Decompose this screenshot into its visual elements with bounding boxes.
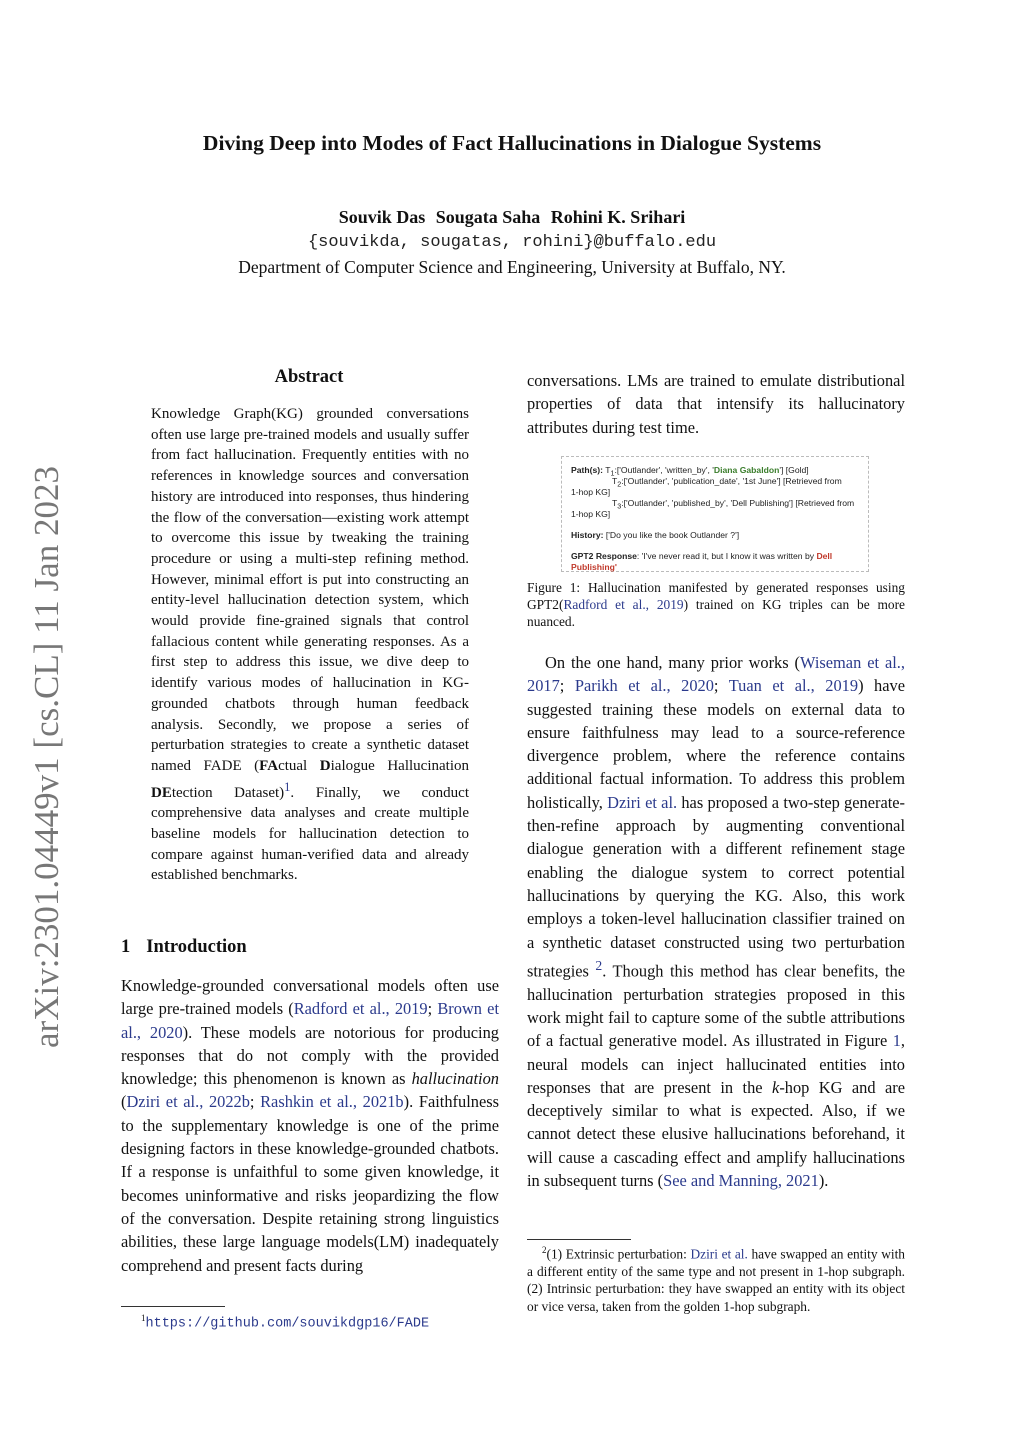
- abstract-text: Knowledge Graph(KG) grounded conversations often use large pre-trained models and usually suffer from fact hallucination. Frequently entities with no references in knowledge sources and conversation history are introduced into responses, thus hindering the flow of the conversation—existing work attempt to overcome this issue by tweaking the training procedure or using a multi-step refining method. However, minimal effort is put into constructing an entity-level hallucination detection system, which would provide fine-grained signals that control fallacious content while generating responses. As a first step to address this issue, we dive deep to identify various modes of hallucination in KG-grounded chatbots through human feedback analysis. Secondly, we propose a series of perturbation strategies to create a synthetic dataset named FADE (FActual Dialogue Hallucination DEtection Dataset)$^1$. Finally, we conduct comprehensive data analyses and create multiple baseline models for hallucination detection to compare against human-verified data and already established benchmarks.: [151, 406, 469, 884]
- paper-title: Diving Deep into Modes of Fact Hallucinations in Dialogue Systems: [202, 131, 822, 155]
- figure-path-line: $T_3:['Outlander'$, 'published_by', 'Dell Publishing'] [Retrieved from: [612, 498, 855, 511]
- footnote-2: $^2$(1) Extrinsic perturbation: Dziri et al. have swapped an entity with a different entity of the same type and not present in 1-hop subgraph. (2) Intrinsic perturbation: they have swapped an entity with its object or vice versa, taken from the golden 1-hop subgraph.: [527, 1245, 905, 1314]
- citation-link[interactable]: Dziri et al., 2022b: [126, 1092, 250, 1112]
- figure-path-line: 1-hop KG]: [571, 509, 611, 519]
- author-list: [0, 207, 1024, 228]
- figure-path-line: Path(s): $T_1:['Outlander'$, 'written_by', 'Diana Gabaldon'] [Gold]: [571, 465, 809, 478]
- author-name: Rohini K. Srihari: [550, 207, 686, 227]
- author-emails: {souvikda, sougatas, rohini}@buffalo.edu: [307, 233, 717, 252]
- figure-path-line: 1-hop KG]: [571, 487, 611, 497]
- right-column-top-text: conversations. LMs are trained to emulate distributional properties of data that intensify its hallucinatory attributes during test time.: [527, 371, 905, 437]
- citation-link[interactable]: Rashkin et al., 2021b: [260, 1092, 404, 1112]
- figure-1-caption: Figure 1: Hallucination manifested by generated responses using GPT2(Radford et al., 2019) trained on KG triples can be more nuanced.: [527, 580, 905, 629]
- figure-path-line: $T_2:['Outlander'$, 'publication_date', '1st June'] [Retrieved from: [612, 476, 842, 489]
- figure-1-example-box: [561, 456, 869, 572]
- citation-link[interactable]: Wiseman et al., 2017: [527, 653, 905, 696]
- footnote-ref[interactable]: 1: [284, 779, 291, 794]
- citation-link[interactable]: Dziri et al.: [690, 1246, 748, 1262]
- affiliation: Department of Computer Science and Engineering, University at Buffalo, NY.: [238, 257, 786, 277]
- footnote-divider: [121, 1306, 225, 1307]
- figure-response-line: GPT2 Response: 'I've never read it, but I know it was written by Dell: [571, 551, 833, 561]
- citation-link[interactable]: Radford et al., 2019: [563, 597, 684, 612]
- citation-link[interactable]: Brown et al., 2020: [121, 999, 500, 1042]
- github-link[interactable]: https://github.com/souvikdgp16/FADE: [145, 1316, 430, 1332]
- citation-link[interactable]: Dziri et al.: [607, 792, 678, 812]
- figure-ref-link[interactable]: 1: [892, 1031, 901, 1051]
- figure-history-line: History: ['Do you like the book Outlander ?']: [571, 530, 740, 540]
- citation-link[interactable]: Radford et al., 2019: [293, 999, 428, 1019]
- citation-link[interactable]: Parikh et al., 2020: [574, 676, 714, 696]
- arxiv-identifier: arXiv:2301.04449v1 [cs.CL] 11 Jan 2023: [27, 466, 66, 1048]
- citation-link[interactable]: Tuan et al., 2019: [728, 676, 859, 696]
- author-name: Souvik Das: [338, 207, 426, 227]
- figure-response-line: Publishing': [571, 562, 617, 572]
- footnote-1: $^1$https://github.com/souvikdgp16/FADE: [141, 1313, 430, 1332]
- citation-link[interactable]: See and Manning, 2021: [663, 1171, 819, 1190]
- right-column-paragraph: On the one hand, many prior works (Wiseman et al., 2017; Parikh et al., 2020; Tuan et al., 2019) have suggested training these models on external data to ensure faithfulness may lead to a source-reference divergence problem, where the reference contains additional factual information. To address this problem holistically, Dziri et al. has proposed a two-step generate-then-refine approach by augmenting conventional dialogue generation with a different refinement stage enabling the dialogue system to correct potential hallucinations by querying the KG. Also, this work employs a token-level hallucination classifier trained on a synthetic dataset constructed using two perturbation strategies $^2$. Though this method has clear benefits, the hallucination perturbation strategies proposed in this work might fail to capture some of the subtle attributions of a factual generative model. As illustrated in Figure 1, neural models can inject hallucinated entities into responses that are present in the k-hop KG and are deceptively similar to what is expected. Also, if we cannot detect these elusive hallucinations beforehand, it will cause a cascading effect and amplify hallucinations in subsequent turns (See and Manning, 2021).: [527, 653, 906, 1190]
- section-heading-introduction: 1 Introduction: [121, 937, 247, 957]
- footnote-divider: [527, 1239, 631, 1240]
- author-name: Sougata Saha: [435, 207, 541, 227]
- footnote-ref[interactable]: 2: [595, 957, 603, 973]
- abstract-heading: Abstract: [274, 367, 344, 387]
- introduction-text: Knowledge-grounded conversational models often use large pre-trained models (Radford et al., 2019; Brown et al., 2020). These models are notorious for producing responses that do not comply with the provided knowledge; this phenomenon is known as hallucination (Dziri et al., 2022b; Rashkin et al., 2021b). Faithfulness to the supplementary knowledge is one of the prime designing factors in these knowledge-grounded chatbots. If a response is unfaithful to some given knowledge, it becomes uninformative and risks jeopardizing the flow of the conversation. Despite retaining strong linguistics abilities, these large language models(LM) inadequately comprehend and present facts during: [121, 976, 500, 1275]
